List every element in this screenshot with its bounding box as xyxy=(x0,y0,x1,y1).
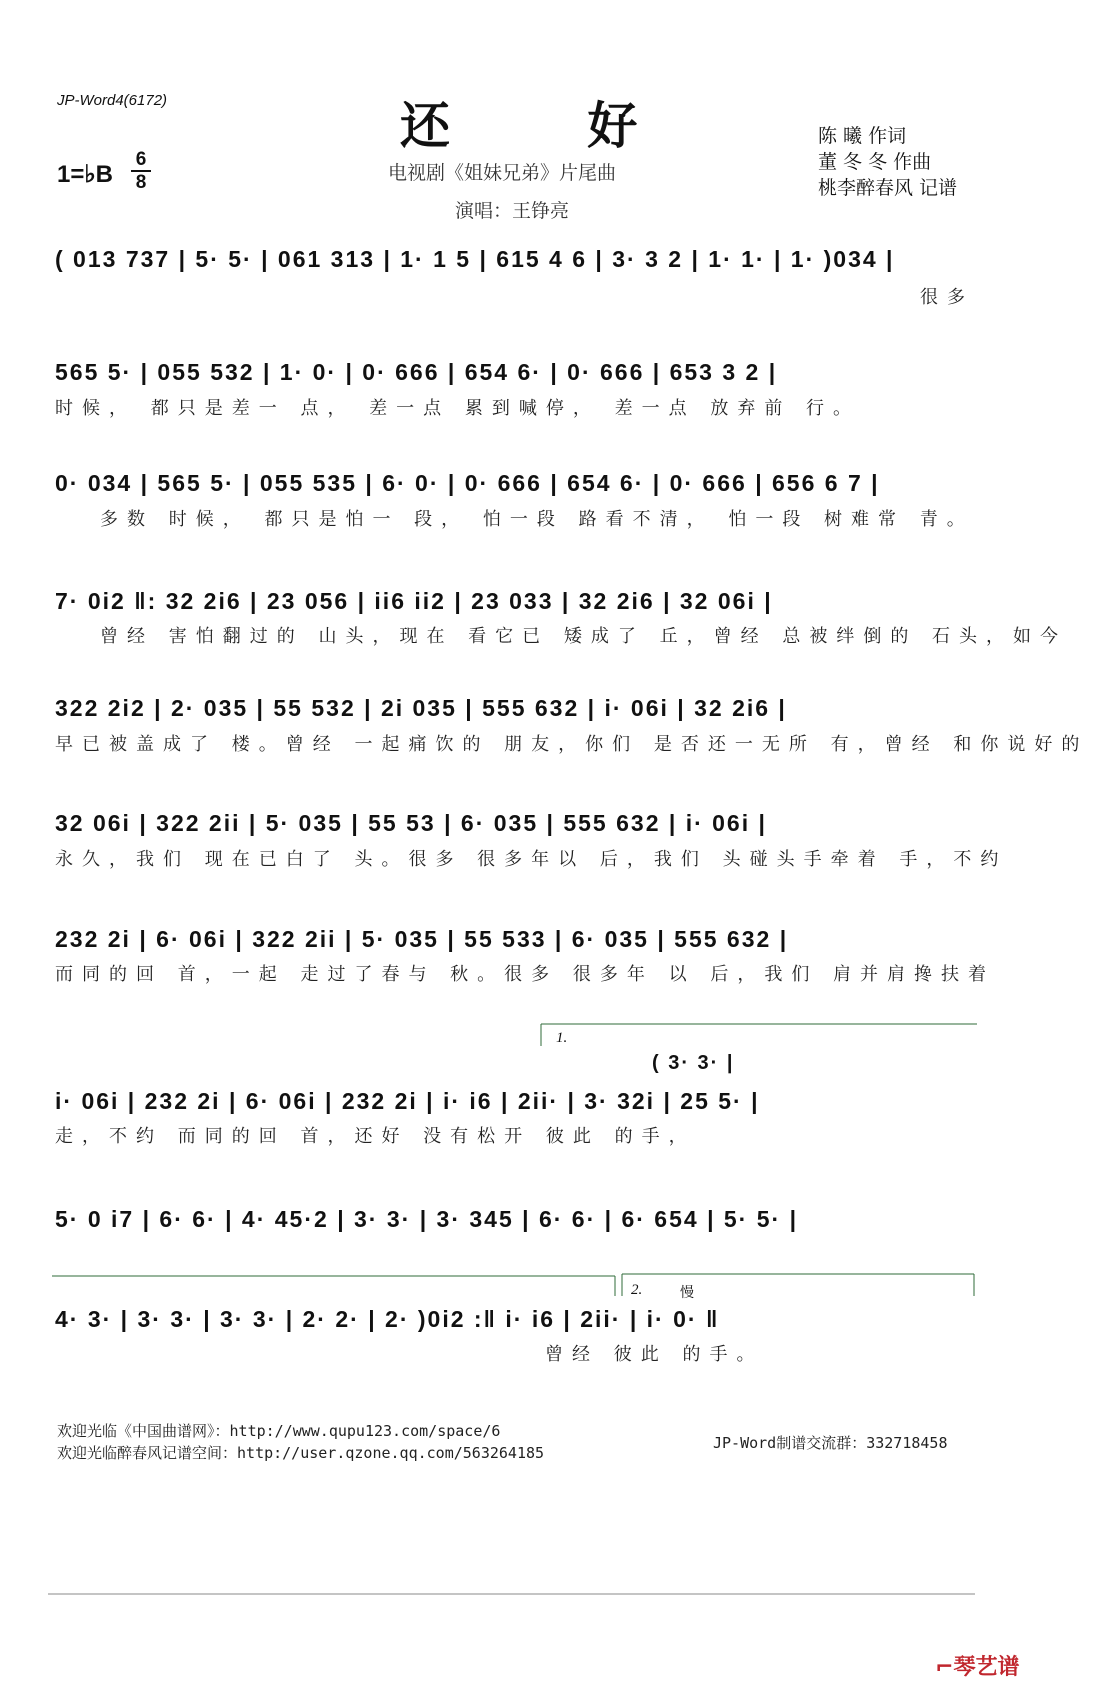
system-6-notes: 32 06i | 322 2ii | 5· 035 | 55 53 | 6· 035 | 555 632 | i· 06i | xyxy=(55,810,767,836)
system-8-lyric: 走，不约 而同的回 首，还好 没有松开 彼此 的手， xyxy=(55,1126,696,1147)
system-1-lyric: 很多 xyxy=(920,287,974,308)
system-1-notes: ( 013 737 | 5· 5· | 061 313 | 1· 1 5 | 615 4 6 | 3· 3 2 | 1· 1· | 1· )034 | xyxy=(55,246,895,272)
alt-notes: ( 3· 3· | xyxy=(652,1052,735,1074)
credit-lyricist: 陈 曦 作词 xyxy=(818,125,907,147)
system-10-notes: 4· 3· | 3· 3· | 3· 3· | 2· 2· | 2· )0i2 :‖ i· i6 | 2ii· | i· 0· ‖ xyxy=(55,1306,720,1332)
system-2-lyric: 时候， 都只是差一 点， 差一点 累到喊停， 差一点 放弃前 行。 xyxy=(55,398,861,419)
credit-composer: 董 冬 冬 作曲 xyxy=(818,151,932,173)
subtitle: 电视剧《姐妹兄弟》片尾曲 xyxy=(388,162,617,184)
system-10-lyric: 曾经 彼此 的手。 xyxy=(545,1344,764,1365)
watermark-logo: ⌐琴艺谱 xyxy=(935,1655,1020,1680)
software-tag: JP-Word4(6172) xyxy=(57,92,168,109)
key-signature: 1=♭B xyxy=(57,161,114,188)
footer-group: JP-Word制谱交流群：332718458 xyxy=(713,1434,948,1452)
system-5-notes: 322 2i2 | 2· 035 | 55 532 | 2i 035 | 555 632 | i· 06i | 32 2i6 | xyxy=(55,695,787,721)
volta-1-label: 1. xyxy=(556,1030,568,1046)
footer-link-2[interactable]: 欢迎光临醉春风记谱空间：http://user.qzone.qq.com/563264185 xyxy=(57,1444,545,1462)
time-denominator: 8 xyxy=(135,172,147,193)
tempo-mark: 慢 xyxy=(680,1285,694,1301)
system-4-notes: 7· 0i2 ‖: 32 2i6 | 23 056 | ii6 ii2 | 23 033 | 32 2i6 | 32 06i | xyxy=(55,588,773,614)
system-6-lyric: 永久，我们 现在已白了 头。很多 很多年以 后，我们 头碰头手牵着 手，不约 xyxy=(55,849,1008,870)
singer: 演唱：王铮亮 xyxy=(455,200,570,222)
system-3-notes: 0· 034 | 565 5· | 055 535 | 6· 0· | 0· 666 | 654 6· | 0· 666 | 656 6 7 | xyxy=(55,470,880,496)
page-title: 还 好 xyxy=(400,96,698,155)
system-9-notes: 5· 0 i7 | 6· 6· | 4· 45·2 | 3· 3· | 3· 345 | 6· 6· | 6· 654 | 5· 5· | xyxy=(55,1206,799,1232)
system-7-lyric: 而同的回 首，一起 走过了春与 秋。很多 很多年 以 后，我们 肩并肩搀扶着 xyxy=(55,964,996,985)
volta-2-label: 2. xyxy=(631,1282,643,1298)
system-4-lyric: 曾经 害怕翻过的 山头，现在 看它已 矮成了 丘，曾经 总被绊倒的 石头，如今 xyxy=(100,626,1068,647)
system-8-notes: i· 06i | 232 2i | 6· 06i | 232 2i | i· i6 | 2ii· | 3· 32i | 25 5· | xyxy=(55,1088,760,1114)
footer-link-1[interactable]: 欢迎光临《中国曲谱网》：http://www.qupu123.com/space/6 xyxy=(57,1422,501,1440)
system-5-lyric: 早已被盖成了 楼。曾经 一起痛饮的 朋友，你们 是否还一无所 有，曾经 和你说好的 xyxy=(55,734,1089,755)
system-2-notes: 565 5· | 055 532 | 1· 0· | 0· 666 | 654 6· | 0· 666 | 653 3 2 | xyxy=(55,359,778,385)
system-3-lyric: 多数 时候， 都只是怕一 段， 怕一段 路看不清， 怕一段 树难常 青。 xyxy=(100,509,974,530)
credit-transcriber: 桃李醉春风 记谱 xyxy=(818,177,958,199)
system-7-notes: 232 2i | 6· 06i | 322 2ii | 5· 035 | 55 533 | 6· 035 | 555 632 | xyxy=(55,926,789,952)
watermark-icon: ⌐ xyxy=(935,1655,954,1680)
time-numerator: 6 xyxy=(135,149,147,170)
